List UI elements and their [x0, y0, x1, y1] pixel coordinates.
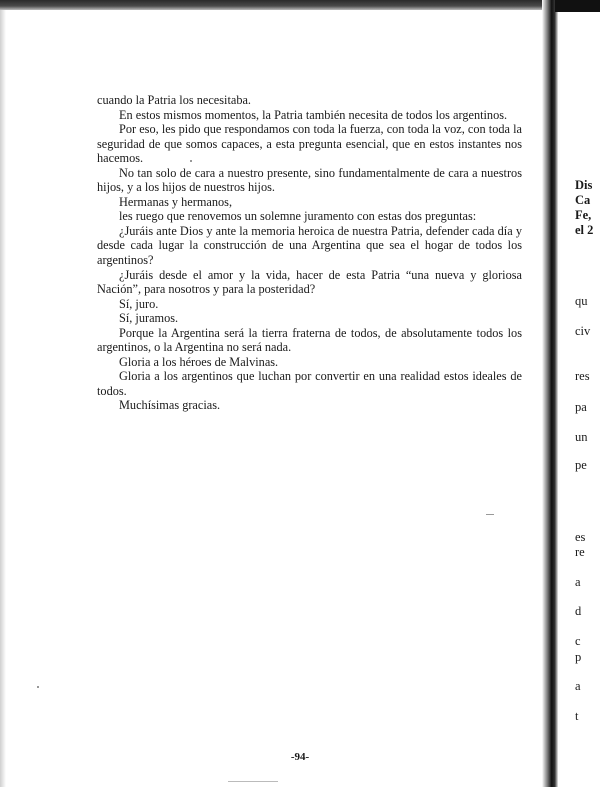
facing-page-text-fragment: civ [575, 324, 591, 338]
paragraph: Muchísimas gracias. [119, 398, 221, 413]
paragraph: ¿Juráis ante Dios y ante la memoria heroica de nuestra Patria, defender cada día y desde cada lugar la construcción de una Argentina que sea el hogar de todos los argentinos? [97, 223, 522, 268]
paragraph: Sí, juro. [119, 296, 159, 311]
facing-page-text-fragment: pe [575, 458, 587, 472]
facing-page-text-fragment: re [575, 545, 585, 559]
facing-page-text-fragment: d [575, 604, 582, 618]
facing-page-heading-fragment: Dis [575, 178, 593, 192]
facing-page-text-fragment: a [575, 575, 581, 589]
facing-page-heading-fragment: Ca [575, 193, 591, 207]
facing-page-heading-fragment: Fe, [575, 208, 592, 222]
book-gutter [542, 0, 558, 787]
gutter-top-shadow [555, 0, 600, 12]
paragraph: Gloria a los argentinos que luchan por convertir en una realidad estos ideales de todos. [97, 369, 522, 398]
facing-page-text-fragment: t [575, 709, 579, 723]
facing-page-text-fragment: c [575, 634, 581, 648]
paragraph: Por eso, les pido que respondamos con toda la fuerza, con toda la voz, con toda la seguridad de que somos capaces, a esta pregunta esencial, que en estos instantes nos hacemos. [97, 122, 522, 166]
facing-page-text-fragment: qu [575, 294, 588, 308]
facing-page-text-fragment: pa [575, 400, 587, 414]
speech-text [97, 93, 522, 413]
page-number: -94- [290, 751, 310, 763]
scan-top-edge [0, 0, 545, 10]
facing-page-text-fragment: es [575, 530, 586, 544]
scan-left-shadow [0, 10, 6, 787]
paragraph: Porque la Argentina será la tierra fraterna de todos, de absolutamente todos los argentinos, o la Argentina no será nada. [97, 325, 522, 355]
scan-speck [37, 686, 39, 688]
facing-page-heading-fragment: el 2 [575, 223, 594, 237]
scan-speck [190, 160, 192, 162]
paragraph: Sí, juramos. [119, 311, 179, 326]
scan-mark [228, 781, 278, 782]
paragraph: Gloria a los héroes de Malvinas. [119, 354, 279, 369]
facing-page-text-fragment: a [575, 679, 581, 693]
paragraph: No tan solo de cara a nuestro presente, sino fundamentalmente de cara a nuestros hijos, y a los hijos de nuestros hijos. [97, 165, 522, 195]
paragraph: ¿Juráis desde el amor y la vida, hacer de esta Patria “una nueva y gloriosa Nación”, para nosotros y para la posteridad? [97, 267, 522, 297]
paragraph: Hermanas y hermanos, [119, 194, 233, 209]
scan-mark [486, 514, 494, 515]
facing-page-fragment [558, 12, 600, 787]
facing-page-text-fragment: p [575, 650, 582, 664]
facing-page-text-fragment: res [575, 369, 590, 383]
paragraph: cuando la Patria los necesitaba. [97, 93, 251, 107]
facing-page-text-fragment: un [575, 430, 588, 444]
paragraph: En estos mismos momentos, la Patria también necesita de todos los argentinos. [119, 107, 508, 122]
paragraph: les ruego que renovemos un solemne juramento con estas dos preguntas: [119, 209, 477, 224]
